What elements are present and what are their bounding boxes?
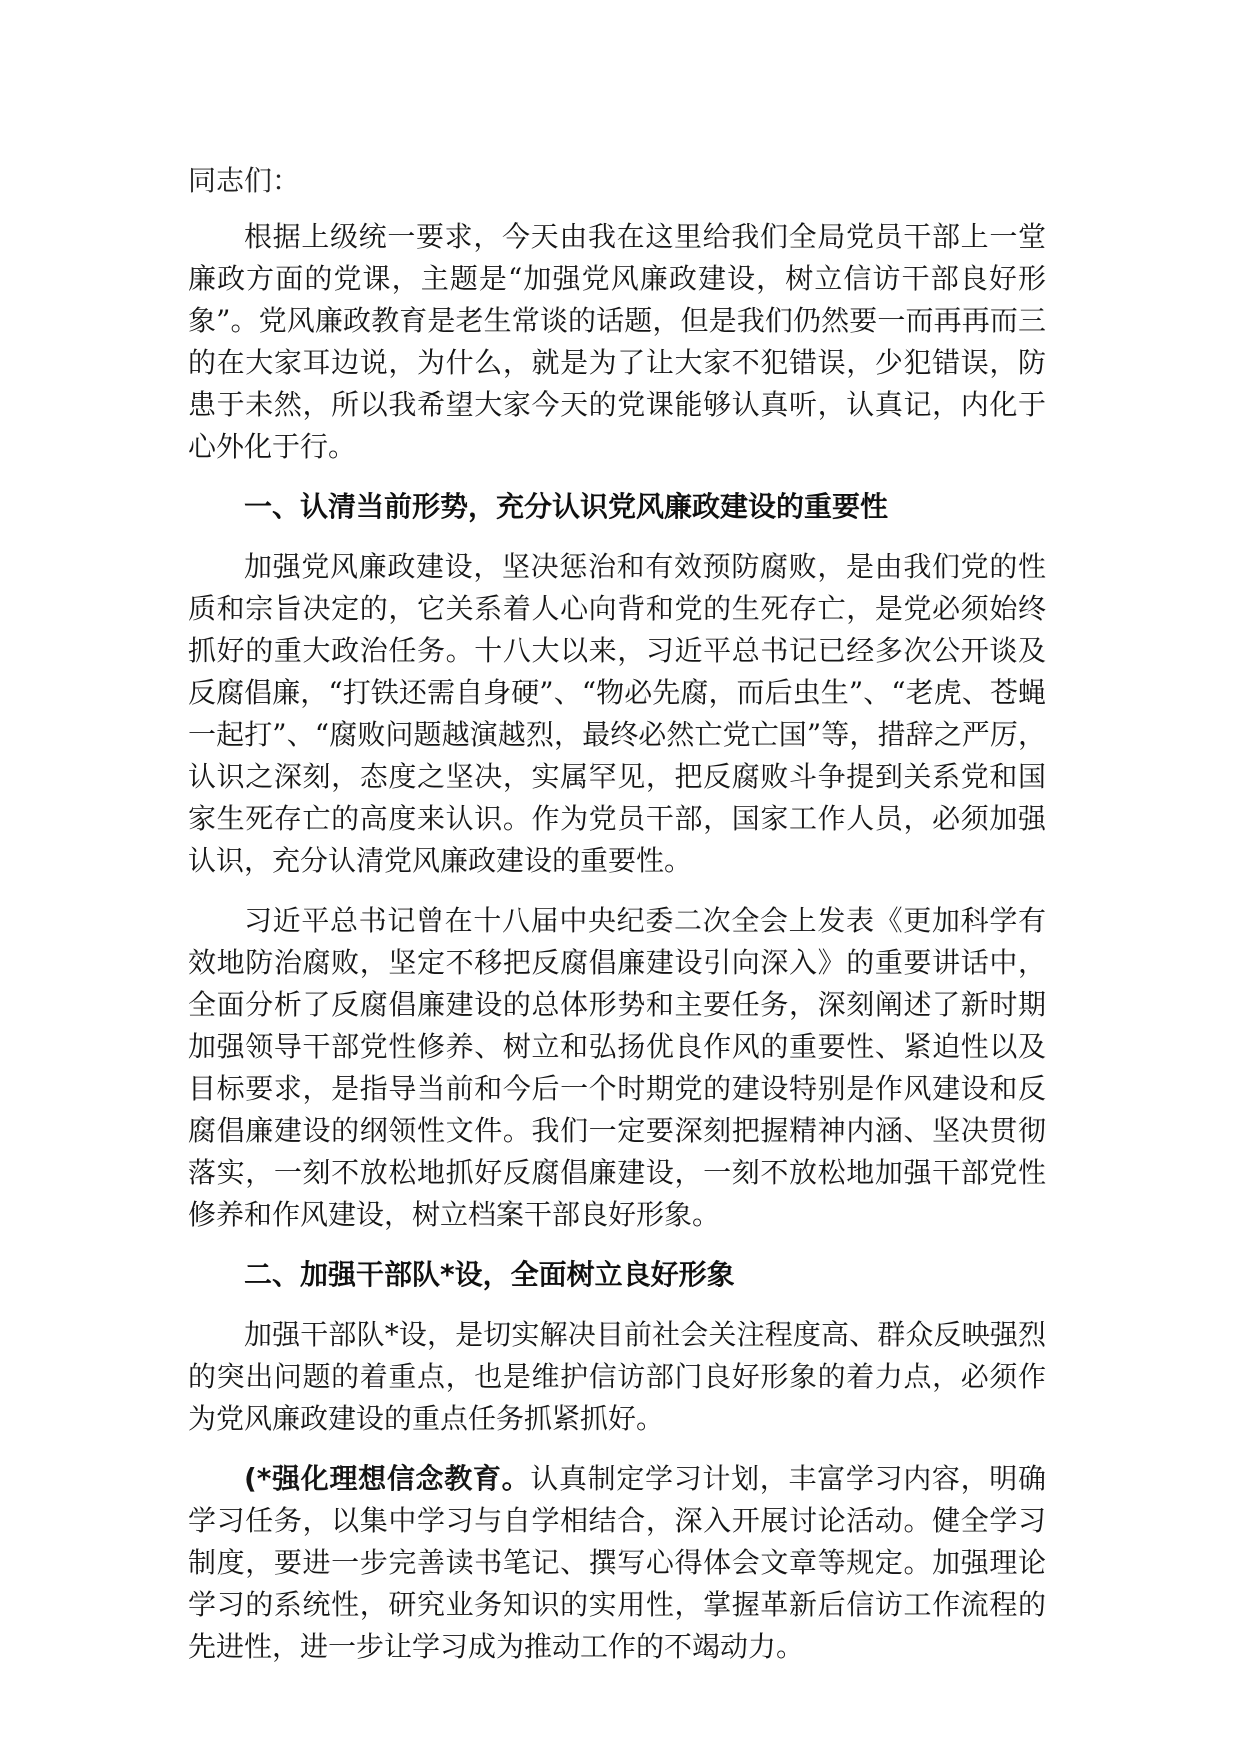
section-2-heading: 二、加强干部队*设，全面树立良好形象 <box>244 1258 735 1291</box>
intro-paragraph: 根据上级统一要求，今天由我在这里给我们全局党员干部上一堂廉政方面的党课，主题是“加强党风廉政建设，树立信访干部良好形象”。党风廉政教育是老生常谈的话题，但是我们仍然要一而再再而三的在大家耳边说，为什么，就是为了让大家不犯错误，少犯错误，防患于未然，所以我希望大家今天的党课能够认真听，认真记，内化于心外化于行。 <box>188 220 1046 463</box>
section-1-heading: 一、认清当前形势，充分认识党风廉政建设的重要性 <box>244 490 889 523</box>
document-body <box>188 160 1046 1686</box>
section-1-paragraph-1: 加强党风廉政建设，坚决惩治和有效预防腐败，是由我们党的性质和宗旨决定的，它关系着人心向背和党的生死存亡，是党必须始终抓好的重大政治任务。十八大以来，习近平总书记已经多次公开谈及反腐倡廉，“打铁还需自身硬”、“物必先腐，而后虫生”、“老虎、苍蝇一起打”、“腐败问题越演越烈，最终必然亡党亡国”等，措辞之严厉，认识之深刻，态度之坚决，实属罕见，把反腐败斗争提到关系党和国家生死存亡的高度来认识。作为党员干部，国家工作人员，必须加强认识，充分认清党风廉政建设的重要性。 <box>188 550 1046 877</box>
subheading-body: 认真制定学习计划，丰富学习内容，明确学习任务，以集中学习与自学相结合，深入开展讨论活动。健全学习制度，要进一步完善读书笔记、撰写心得体会文章等规定。加强理论学习的系统性，研究业务知识的实用性，掌握革新后信访工作流程的先进性，进一步让学习成为推动工作的不竭动力。 <box>188 1462 1046 1663</box>
section-1-paragraph-2: 习近平总书记曾在十八届中央纪委二次全会上发表《更加科学有效地防治腐败，坚定不移把反腐倡廉建设引向深入》的重要讲话中，全面分析了反腐倡廉建设的总体形势和主要任务，深刻阐述了新时期加强领导干部党性修养、树立和弘扬优良作风的重要性、紧迫性以及目标要求，是指导当前和今后一个时期党的建设特别是作风建设和反腐倡廉建设的纲领性文件。我们一定要深刻把握精神内涵、坚决贯彻落实，一刻不放松地抓好反腐倡廉建设，一刻不放松地加强干部党性修养和作风建设，树立档案干部良好形象。 <box>188 904 1046 1231</box>
section-2-paragraph-1: 加强干部队*设，是切实解决目前社会关注程度高、群众反映强烈的突出问题的着重点，也是维护信访部门良好形象的着力点，必须作为党风廉政建设的重点任务抓紧抓好。 <box>188 1318 1046 1435</box>
salutation: 同志们： <box>188 164 301 197</box>
subheading-lead: (*强化理想信念教育。 <box>244 1462 531 1495</box>
section-2-paragraph-2 <box>188 1458 1046 1668</box>
